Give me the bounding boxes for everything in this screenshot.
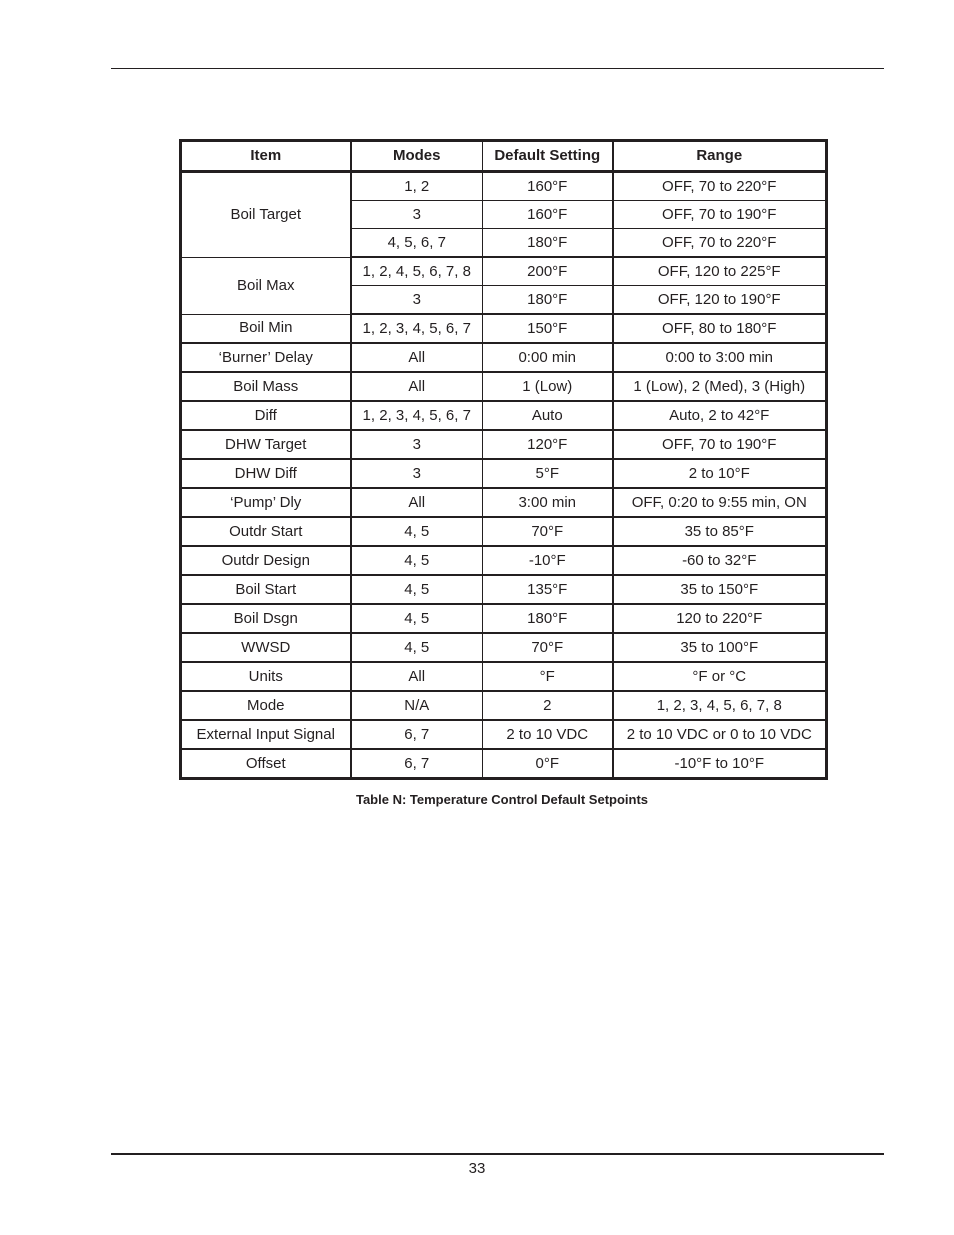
cell-range: -60 to 32°F xyxy=(613,546,827,575)
cell-modes: All xyxy=(351,343,483,372)
cell-item: Boil Max xyxy=(181,257,351,314)
page-number: 33 xyxy=(468,1160,486,1177)
table-row xyxy=(181,372,827,401)
cell-range: OFF, 120 to 225°F xyxy=(613,257,827,286)
cell-default-setting: 5°F xyxy=(483,459,613,488)
cell-default-setting: 135°F xyxy=(483,575,613,604)
cell-modes: All xyxy=(351,662,483,691)
column-header-default-setting: Default Setting xyxy=(483,141,613,172)
cell-range: OFF, 70 to 190°F xyxy=(613,201,827,229)
cell-item: Boil Min xyxy=(181,314,351,343)
table-row xyxy=(181,604,827,633)
cell-item: Outdr Design xyxy=(181,546,351,575)
setpoints-table xyxy=(179,139,828,780)
table-row xyxy=(181,257,827,286)
cell-default-setting: 160°F xyxy=(483,172,613,201)
cell-item: ‘Pump’ Dly xyxy=(181,488,351,517)
table-row xyxy=(181,662,827,691)
cell-range: OFF, 70 to 220°F xyxy=(613,172,827,201)
cell-range: OFF, 120 to 190°F xyxy=(613,286,827,315)
table-row xyxy=(181,343,827,372)
cell-modes: 4, 5 xyxy=(351,546,483,575)
cell-default-setting: 2 to 10 VDC xyxy=(483,720,613,749)
cell-default-setting: 180°F xyxy=(483,229,613,258)
table-row xyxy=(181,633,827,662)
table-row xyxy=(181,488,827,517)
cell-range: Auto, 2 to 42°F xyxy=(613,401,827,430)
cell-item: Boil Mass xyxy=(181,372,351,401)
cell-item: Diff xyxy=(181,401,351,430)
cell-default-setting: 200°F xyxy=(483,257,613,286)
table-row xyxy=(181,575,827,604)
cell-item: Mode xyxy=(181,691,351,720)
cell-default-setting: °F xyxy=(483,662,613,691)
cell-modes: 4, 5 xyxy=(351,517,483,546)
cell-range: 35 to 100°F xyxy=(613,633,827,662)
cell-modes: 4, 5 xyxy=(351,633,483,662)
table-caption: Table N: Temperature Control Default Setpoints xyxy=(355,792,649,807)
cell-default-setting: 120°F xyxy=(483,430,613,459)
cell-item: DHW Diff xyxy=(181,459,351,488)
cell-modes: 4, 5 xyxy=(351,604,483,633)
cell-default-setting: 160°F xyxy=(483,201,613,229)
table-row xyxy=(181,172,827,201)
cell-default-setting: 150°F xyxy=(483,314,613,343)
cell-item: Outdr Start xyxy=(181,517,351,546)
cell-modes: 1, 2, 3, 4, 5, 6, 7 xyxy=(351,314,483,343)
cell-modes: All xyxy=(351,488,483,517)
cell-default-setting: 180°F xyxy=(483,604,613,633)
cell-item: ‘Burner’ Delay xyxy=(181,343,351,372)
cell-modes: 1, 2, 4, 5, 6, 7, 8 xyxy=(351,257,483,286)
table-row xyxy=(181,749,827,779)
cell-range: OFF, 0:20 to 9:55 min, ON xyxy=(613,488,827,517)
cell-item: Boil Start xyxy=(181,575,351,604)
table-row xyxy=(181,430,827,459)
cell-item: Boil Target xyxy=(181,172,351,258)
cell-modes: 1, 2 xyxy=(351,172,483,201)
cell-modes: N/A xyxy=(351,691,483,720)
cell-item: External Input Signal xyxy=(181,720,351,749)
cell-modes: 6, 7 xyxy=(351,720,483,749)
cell-default-setting: 3:00 min xyxy=(483,488,613,517)
cell-range: 1, 2, 3, 4, 5, 6, 7, 8 xyxy=(613,691,827,720)
table-row xyxy=(181,720,827,749)
footer-rule xyxy=(111,1153,884,1155)
cell-range: OFF, 70 to 220°F xyxy=(613,229,827,258)
table-row xyxy=(181,517,827,546)
cell-item: WWSD xyxy=(181,633,351,662)
table-row xyxy=(181,314,827,343)
header-rule xyxy=(111,68,884,69)
cell-item: Boil Dsgn xyxy=(181,604,351,633)
column-header-modes: Modes xyxy=(351,141,483,172)
cell-modes: 4, 5 xyxy=(351,575,483,604)
table-row xyxy=(181,691,827,720)
cell-range: 2 to 10 VDC or 0 to 10 VDC xyxy=(613,720,827,749)
cell-default-setting: 180°F xyxy=(483,286,613,315)
table-body xyxy=(181,172,827,779)
table-row xyxy=(181,459,827,488)
cell-range: 35 to 85°F xyxy=(613,517,827,546)
cell-default-setting: 2 xyxy=(483,691,613,720)
cell-modes: 3 xyxy=(351,459,483,488)
cell-range: 35 to 150°F xyxy=(613,575,827,604)
cell-range: OFF, 80 to 180°F xyxy=(613,314,827,343)
cell-range: 0:00 to 3:00 min xyxy=(613,343,827,372)
cell-default-setting: -10°F xyxy=(483,546,613,575)
table-row xyxy=(181,401,827,430)
cell-default-setting: 70°F xyxy=(483,517,613,546)
cell-item: DHW Target xyxy=(181,430,351,459)
cell-default-setting: 0°F xyxy=(483,749,613,779)
cell-default-setting: 0:00 min xyxy=(483,343,613,372)
cell-default-setting: 70°F xyxy=(483,633,613,662)
cell-range: 1 (Low), 2 (Med), 3 (High) xyxy=(613,372,827,401)
cell-modes: 3 xyxy=(351,430,483,459)
cell-item: Units xyxy=(181,662,351,691)
column-header-item: Item xyxy=(181,141,351,172)
column-header-range: Range xyxy=(613,141,827,172)
cell-item: Offset xyxy=(181,749,351,779)
cell-range: 120 to 220°F xyxy=(613,604,827,633)
cell-range: OFF, 70 to 190°F xyxy=(613,430,827,459)
cell-modes: 6, 7 xyxy=(351,749,483,779)
cell-range: 2 to 10°F xyxy=(613,459,827,488)
cell-default-setting: Auto xyxy=(483,401,613,430)
cell-range: °F or °C xyxy=(613,662,827,691)
table-header-row xyxy=(181,141,827,172)
cell-range: -10°F to 10°F xyxy=(613,749,827,779)
cell-default-setting: 1 (Low) xyxy=(483,372,613,401)
cell-modes: 3 xyxy=(351,286,483,315)
cell-modes: 4, 5, 6, 7 xyxy=(351,229,483,258)
cell-modes: 3 xyxy=(351,201,483,229)
table-row xyxy=(181,546,827,575)
cell-modes: All xyxy=(351,372,483,401)
cell-modes: 1, 2, 3, 4, 5, 6, 7 xyxy=(351,401,483,430)
